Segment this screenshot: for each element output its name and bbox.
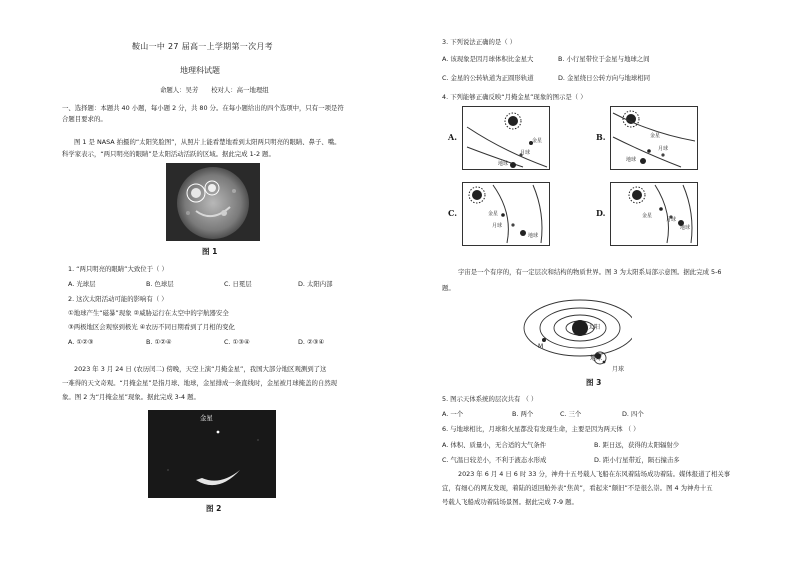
figure-2-caption: 图 2 <box>206 504 222 513</box>
authors-line: 命题人：吴芳 校对人：高一地理组 <box>160 86 269 94</box>
moon-intro-line-1: 2023 年 3 月 24 日 (农历闰二) 傍晚，天空上演“月掩金星”，我国大部分地区观测到了这 <box>74 365 327 373</box>
q4-panel-b-letter: B. <box>596 132 606 142</box>
moon-intro-line-2: 一难得的天文奇观。“月掩金星”是指月球、地球，金星排成一条直线时，金星被月球掩盖的自然现 <box>62 379 338 387</box>
fig3-intro-line-2: 题。 <box>442 284 455 292</box>
question-2-option-c: C. ①③④ <box>224 338 250 346</box>
q4-panel-c-letter: C. <box>448 208 458 218</box>
section-intro-line-1: 一、选择题：本题共 40 小题，每小题 2 分，共 80 分。在每小题给出的四个选项中，只有一项是符 <box>62 104 344 112</box>
q4-panel-b-earth-label: 地球 <box>626 157 637 163</box>
figure-3-sun-label: 太阳 <box>588 324 601 331</box>
shenzhou-line-2: 宜，有细心的网友发现，着陆的返回舱外表“焦黄”，看起来“颇旧”不是很么崇。图 4 为神舟十五 <box>442 484 713 492</box>
q4-panel-a-earth-label: 地球 <box>498 161 509 167</box>
figure-3-moon-label: 月球 <box>612 366 625 373</box>
q4-panel-a-moon-label: 月球 <box>520 150 531 156</box>
q4-panel-a-letter: A. <box>448 132 457 142</box>
q4-panel-d-letter: D. <box>596 208 606 218</box>
question-5-option-c: C. 三个 <box>560 410 582 418</box>
question-1-option-d: D. 太阳内部 <box>298 280 333 288</box>
question-6-option-a: A. 体积、质量小，无合适的大气条件 <box>442 441 547 449</box>
question-5-option-d: D. 四个 <box>622 410 644 418</box>
q4-panel-d <box>610 182 698 246</box>
question-3-option-a: A. 该现象是因月球体积比金星大 <box>442 55 534 63</box>
question-1-option-a: A. 光球层 <box>68 280 96 288</box>
figure-1-caption: 图 1 <box>202 247 218 256</box>
figure-3-earth-label: 地球 <box>590 355 603 362</box>
fig1-intro-line-1: 图 1 是 NASA 拍摄的“太阳笑脸图”，从照片上能看楚地看到太阳两只明亮的眼睛、鼻子、嘴。 <box>74 138 341 146</box>
q4-panel-b-moon-label: 月球 <box>658 146 669 152</box>
shenzhou-line-3: 号载人飞船成功着陆场景图。据此完成 7-9 题。 <box>442 498 578 506</box>
question-4-stem: 4. 下列能够正确反映“月掩金星”现象的图示是（ ） <box>442 93 587 101</box>
fig1-intro-line-2: 科学家表示，“两只明亮的眼睛”是太阳活动活跃的区域。据此完成 1-2 题。 <box>62 150 275 158</box>
q4-panel-d-venus-label: 金星 <box>642 213 653 219</box>
question-3-option-c: C. 金星的公转轨道为正圆形轨道 <box>442 74 534 82</box>
question-2-option-b: B. ①②④ <box>146 338 172 346</box>
q4-panel-c-earth-label: 地球 <box>528 233 539 239</box>
fig3-intro-line-1: 宇宙是一个有序的，有一定层次和结构的物质世界。图 3 为太阳系局部示意图。据此完成 5-6 <box>458 268 722 276</box>
subject-title: 地理科试题 <box>180 66 220 75</box>
question-2-option-a: A. ①②③ <box>68 338 94 346</box>
question-5-option-a: A. 一个 <box>442 410 464 418</box>
question-2-option-d: D. ②③④ <box>298 338 325 346</box>
question-1-stem: 1. “两只明亮的眼睛”大致位于（ ） <box>68 265 168 273</box>
exam-header-title: 鞍山一中 27 届高一上学期第一次月考 <box>132 42 273 51</box>
figure-1-sun-image <box>166 163 260 241</box>
figure-3-m-label: M <box>538 343 544 350</box>
q4-panel-b-venus-label: 金星 <box>650 133 661 139</box>
question-3-stem: 3. 下列说法正确的是（ ） <box>442 38 517 46</box>
moon-intro-line-3: 象。图 2 为“月掩金星”现象。据此完成 3-4 题。 <box>62 393 200 401</box>
figure-2-venus-label: 金星 <box>200 414 213 422</box>
figure-2-occultation-image <box>148 410 276 498</box>
q4-panel-a-venus-label: 金星 <box>532 138 543 144</box>
question-6-stem: 6. 与地球相比，月球和火星都没有发现生命，主要是因为两天体 （ ） <box>442 425 640 433</box>
question-2-stem: 2. 这次太阳活动可能的影响有（ ） <box>68 295 168 303</box>
question-3-option-d: D. 金星绕日公转方向与地球相同 <box>558 74 651 82</box>
question-1-option-c: C. 日冕层 <box>224 280 252 288</box>
q4-panel-c-moon-label: 月球 <box>492 223 503 229</box>
question-2-statement-2: ③两极地区会观察到极光 ④农历不同日期看到了月相的变化 <box>68 323 235 331</box>
question-6-option-c: C. 气温日较差小，不利于液态水形成 <box>442 456 547 464</box>
q4-panel-c-venus-label: 金星 <box>488 211 499 217</box>
question-5-option-b: B. 两个 <box>512 410 534 418</box>
figure-3-solar-system-diagram <box>512 294 632 376</box>
q4-panel-d-moon-label: 月球 <box>666 217 677 223</box>
question-3-option-b: B. 小行星带位于金星与地球之间 <box>558 55 650 63</box>
question-2-statement-1: ①地球产生“磁暴”现象 ②威胁运行在太空中的宇航器安全 <box>68 309 229 317</box>
question-6-option-b: B. 距日远，获得的太阳辐射少 <box>594 441 680 449</box>
q4-panel-d-earth-label: 地球 <box>680 225 691 231</box>
section-intro-line-2: 合题目要求的。 <box>62 115 107 123</box>
question-1-option-b: B. 色球层 <box>146 280 174 288</box>
shenzhou-line-1: 2023 年 6 月 4 日 6 时 33 分，神舟十五号载人飞船在东风着陆场成功着陆。媒体报道了相关事 <box>458 470 731 478</box>
question-6-option-d: D. 距小行星带近，陨石撞击多 <box>594 456 680 464</box>
question-5-stem: 5. 图示天体系统的层次共有 （ ） <box>442 395 538 403</box>
figure-3-caption: 图 3 <box>586 378 602 387</box>
